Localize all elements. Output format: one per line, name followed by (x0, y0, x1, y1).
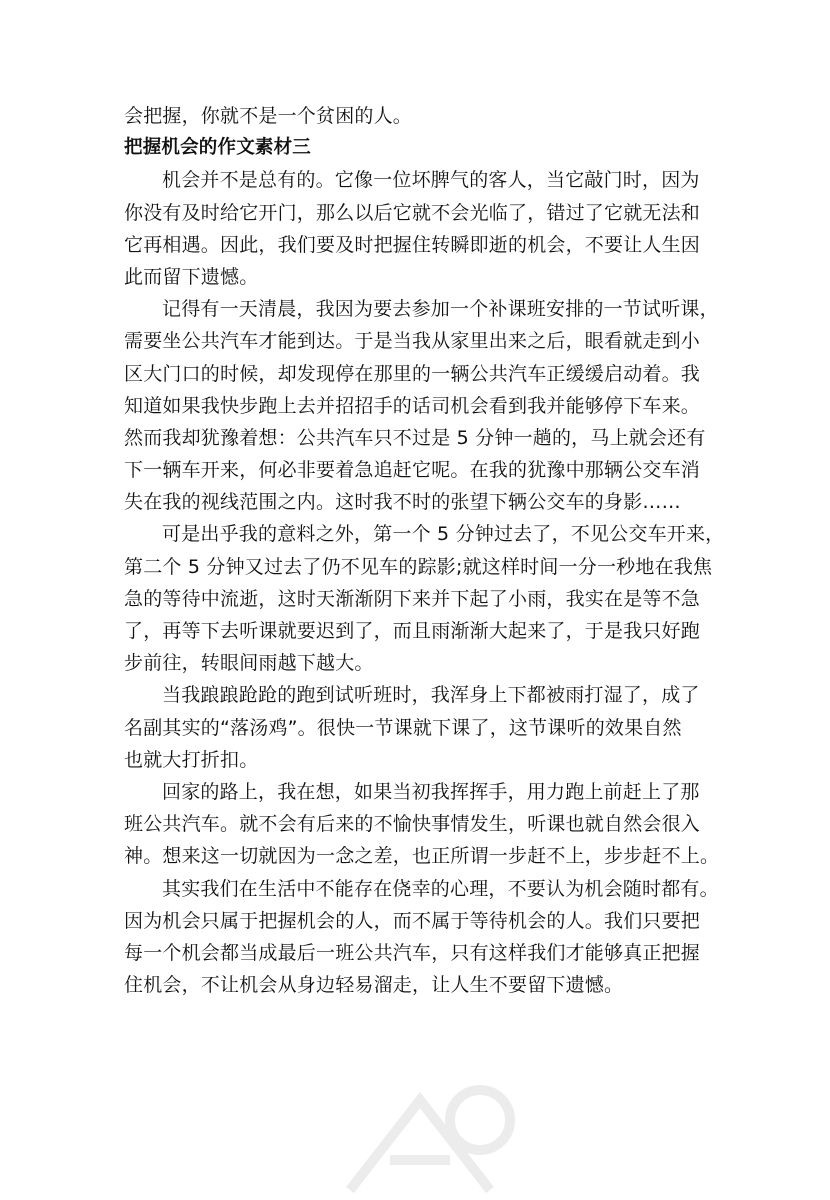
paragraph-6-line: 每一个机会都当成最后一班公共汽车，只有这样我们才能够真正把握 (124, 941, 701, 964)
watermark-graphic (330, 1060, 530, 1200)
paragraph-2-line: 区大门口的时候，却发现停在那里的一辆公共汽车正缓缓启动着。我 (124, 362, 701, 385)
paragraph-2-line: 知道如果我快步跑上去并招招手的话司机会看到我并能够停下车来。 (124, 394, 701, 417)
paragraph-3-line: 第二个 5 分钟又过去了仍不见车的踪影;就这样时间一分一秒地在我焦 (124, 555, 713, 578)
section-heading: 把握机会的作文素材三 (124, 137, 312, 159)
paragraph-2-line: 下一辆车开来，何必非要着急追赶它呢。在我的犹豫中那辆公交车消 (124, 459, 701, 482)
paragraph-2-line: 失在我的视线范围之内。这时我不时的张望下辆公交车的身影…… (124, 491, 681, 514)
paragraph-5-line: 神。想来这一切就因为一念之差，也正所谓一步赶不上，步步赶不上。 (124, 845, 720, 868)
paragraph-5-line: 班公共汽车。就不会有后来的不愉快事情发生，听课也就自然会很入 (124, 813, 701, 836)
paragraph-4-line: 名副其实的“落汤鸡”。很快一节课就下课了，这节课听的效果自然 (124, 716, 682, 739)
paragraph-1-line: 机会并不是总有的。它像一位坏脾气的客人，当它敲门时，因为 (162, 169, 700, 192)
paragraph-4-line: 也就大打折扣。 (124, 748, 259, 771)
document-body (124, 100, 725, 1001)
paragraph-3-line: 急的等待中流逝，这时天渐渐阴下来并下起了小雨，我实在是等不急 (124, 587, 701, 610)
paragraph-3-line: 步前往，转眼间雨越下越大。 (124, 652, 374, 675)
paragraph-1-line: 你没有及时给它开门，那么以后它就不会光临了，错过了它就无法和 (124, 201, 701, 224)
paragraph-6-line: 因为机会只属于把握机会的人，而不属于等待机会的人。我们只要把 (124, 909, 701, 932)
paragraph-3-line: 了，再等下去听课就要迟到了，而且雨渐渐大起来了，于是我只好跑 (124, 620, 701, 642)
paragraph-1-line: 它再相遇。因此，我们要及时把握住转瞬即逝的机会，不要让人生因 (124, 233, 701, 256)
paragraph-1-line: 此而留下遗憾。 (124, 265, 259, 288)
paragraph-6-line: 住机会，不让机会从身边轻易溜走，让人生不要留下遗憾。 (124, 974, 624, 997)
paragraph-4-line: 当我踉踉跄跄的跑到试听班时，我浑身上下都被雨打湿了，成了 (162, 684, 700, 707)
paragraph-2-line: 记得有一天清晨，我因为要去参加一个补课班安排的一节试听课， (162, 298, 719, 321)
paragraph-6-line: 其实我们在生活中不能存在侥幸的心理，不要认为机会随时都有。 (162, 877, 719, 900)
paragraph-2-line: 然而我却犹豫着想：公共汽车只不过是 5 分钟一趟的，马上就会还有 (124, 426, 706, 449)
paragraph-2-line: 需要坐公共汽车才能到达。于是当我从家里出来之后，眼看就走到小 (124, 330, 701, 353)
paragraph-5-line: 回家的路上，我在想，如果当初我挥挥手，用力跑上前赶上了那 (162, 780, 700, 803)
paragraph-3-line: 可是出乎我的意料之外，第一个 5 分钟过去了，不见公交车开来， (162, 523, 725, 546)
text-line: 会把握，你就不是一个贫困的人。 (124, 105, 413, 127)
